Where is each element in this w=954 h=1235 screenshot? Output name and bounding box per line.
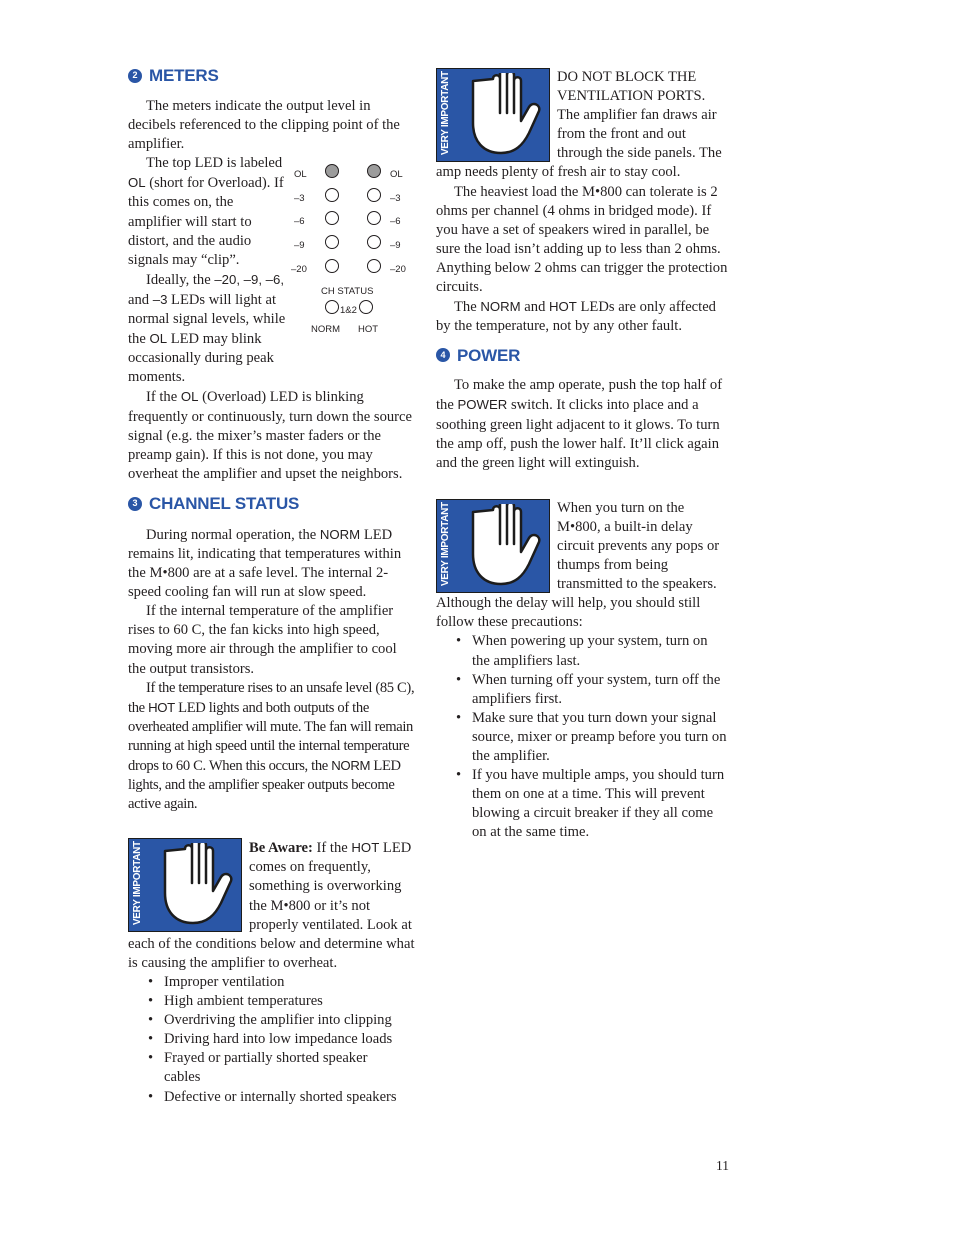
very-important-panel [128,838,242,932]
channel-status-title: CHANNEL STATUS [149,494,300,514]
led-left-9 [325,235,339,249]
list-item: • High ambient temperatures [128,992,418,1011]
meter-led-figure [291,158,418,354]
list-item: • Overdriving the amplifier into clipping [128,1011,418,1030]
led-right-ol [367,164,381,178]
meter-label-right-ol: OL [390,169,403,181]
meters-heading [128,64,418,88]
left-column [128,64,418,1107]
channels-label: 1&2 [340,305,357,317]
meter-label-right-20: –20 [390,264,406,276]
list-item: • Driving hard into low impedance loads [128,1030,418,1049]
meters-paragraph-3: Ideally, the –20, –9, –6, and –3 LEDs will light at normal signal levels, while the OL LED may blink occasionally during peak moments. [128,271,286,386]
very-important-panel [436,499,550,593]
meter-label-right-6: –6 [390,216,401,228]
led-hot [359,300,373,314]
meters-paragraph-1: The meters indicate the output level in decibels referenced to the clipping point of the amplifier. [128,98,400,153]
meters-title: METERS [149,66,219,86]
list-item: • Frayed or partially shorted speaker cables [128,1049,418,1087]
led-left-3 [325,188,339,202]
list-item: • When powering up your system, turn on the amplifiers last. [436,632,728,670]
be-aware-paragraph: Be Aware: If the HOT LED comes on frequently, something is overworking the M•800 or it’s not properly ventilated. Look at each of the conditions below and determine what is causing the amplifier to overheat. [128,840,415,971]
led-left-20 [325,259,339,273]
very-important-panel [436,68,550,162]
hot-label: HOT [358,324,379,336]
norm-label: NORM [311,324,341,336]
led-left-6 [325,211,339,225]
right-column [436,68,728,842]
hand-stop-icon [157,843,235,927]
list-item: • Make sure that you turn down your signal source, mixer or preamp before you turn on the amplifier. [436,709,728,766]
channel-status-heading [128,492,418,516]
meter-label-left-3: –3 [294,193,305,205]
channel-status-paragraph-1: During normal operation, the NORM LED remains lit, indicating that temperatures within the M•800 are at a safe level. The internal 2-speed cooling fan will run at slow speed. [128,526,402,601]
list-item: • If you have multiple amps, you should turn them on one at a time. This will prevent blowing a circuit breaker if they all come on at the same time. [436,766,728,842]
meters-paragraph-2: The top LED is labeled OL (short for Overload). If this comes on, the amplifier will start to distort, and the audio signals may “clip”. [128,155,284,268]
power-paragraph-1: To make the amp operate, push the top half of the POWER switch. It clicks into place and a soothing green light adjacent to it glows. To turn the amp off, push the lower half. It’ll click again and the green light will extinguish. [436,377,723,471]
power-title: POWER [457,345,521,365]
overheat-causes-list [128,973,418,1107]
led-left-ol [325,164,339,178]
very-important-box-2 [436,68,550,162]
very-important-label: VERY IMPORTANT [439,71,451,155]
hand-stop-icon [465,73,543,157]
led-right-9 [367,235,381,249]
led-right-20 [367,259,381,273]
meter-label-left-9: –9 [294,240,305,252]
very-important-label: VERY IMPORTANT [131,841,143,926]
meter-label-left-20: –20 [291,264,307,276]
led-norm [325,300,339,314]
ventilation-paragraph-1: DO NOT BLOCK THE VENTILATION PORTS. The amplifier fan draws air from the front and out through the side panels. The amp needs plenty of fresh air to stay cool. [436,69,722,181]
hand-stop-icon [465,504,543,588]
meter-label-right-3: –3 [390,193,401,205]
meter-label-right-9: –9 [390,240,401,252]
led-right-3 [367,188,381,202]
ventilation-paragraph-3: The NORM and HOT LEDs are only affected by the temperature, not by any other fault. [436,299,716,335]
page-number: 11 [716,1158,729,1173]
ch-status-label: CH STATUS [321,286,374,298]
list-item: • When turning off your system, turn off the amplifiers first. [436,671,728,709]
power-paragraph-2: When you turn on the M•800, a built-in delay circuit prevents any pops or thumps from being transmitted to the speakers. Although the delay will help, you should still follow these precautions: [436,499,720,631]
power-number-badge: 4 [436,348,450,362]
meters-paragraph-4: If the OL (Overload) LED is blinking frequently or continuously, turn down the source signal (e.g. the mixer’s master faders or the preamp gain). If this is not done, you may overheat the amplifier and upset the neighbors. [128,389,412,482]
very-important-label: VERY IMPORTANT [439,501,451,586]
list-item: • Defective or internally shorted speakers [128,1088,418,1107]
power-precautions-list [436,632,728,842]
meters-number-badge: 2 [128,69,142,83]
very-important-box-1 [128,838,242,932]
led-right-6 [367,211,381,225]
channel-status-paragraph-3: If the temperature rises to an unsafe level (85 C), the HOT LED lights and both outputs of the overheated amplifier will mute. The fan will remain running at high speed until the internal temperature drops to 60 C. When this occurs, the NORM LED lights, and the amplifier speaker outputs become active again. [128,679,415,813]
list-item: • Improper ventilation [128,973,418,992]
meter-label-left-6: –6 [294,216,305,228]
channel-status-number-badge: 3 [128,497,142,511]
meter-label-left-ol: OL [294,169,307,181]
channel-status-paragraph-2: If the internal temperature of the amplifier rises to 60 C, the fan kicks into high speed, moving more air through the amplifier to cool the output transistors. [128,603,397,677]
power-heading [436,343,728,367]
ventilation-paragraph-2: The heaviest load the M•800 can tolerate is 2 ohms per channel (4 ohms in bridged mode). If you have a set of speakers wired in parallel, be sure the load isn’t adding up to less than 2 ohms. Anything below 2 ohms can trigger the protection circuits. [436,183,728,296]
very-important-box-3 [436,499,550,593]
